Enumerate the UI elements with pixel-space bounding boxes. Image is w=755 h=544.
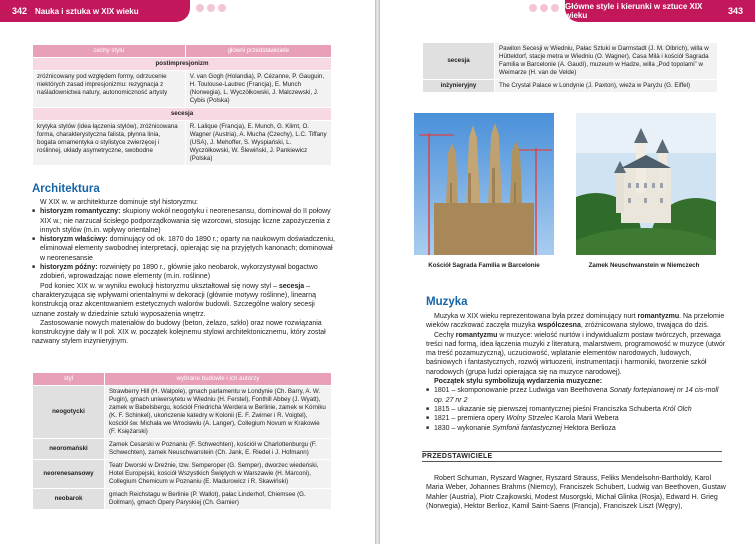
buildings-table (32, 372, 332, 510)
paragraph: Cechy romantyzmu w muzyce: wielość nurtów i indywidualizm postaw twórczych, przewaga treści nad formą, idea łączenia muzyki z literaturą, malarstwem, programowość w muzyce (utwór ma treść pozamuzyczną), uczuciowość, wplatanie elementów narodowych, ludowych, baśniowych i fantastycznych, rozwój wirtuozerii, instrumentacji i harmoniki, tworzenie szkół narodowych (grupa ludzi opierająca się na muzyce narodowej). (426, 331, 726, 376)
paragraph: Pod koniec XIX w. w wyniku ewolucji historyzmu ukształtował się nowy styl – secesja – charakteryzująca się wpływami orientalnymi w dekoracji (głównie motywy roślinne), linearną konstrukcją oraz akcentowaniem estetycznych walorów budowli. Szczególne walory secesji uznane zostały w dziedzinie sztuki wyposażenia wnętrz. (32, 282, 316, 318)
architecture-text (32, 198, 337, 347)
table-cell: Zamek Cesarski w Poznaniu (F. Schwechten), kościół w Charlottenburgu (F. Schwechten), zamek Neuschwanstein (Ch. Jank, E. Riedel i J. Hofmann) (105, 439, 332, 460)
table-cell: R. Lalique (Francja), E. Munch, G. Klimt, O. Wagner (Austria), A. Mucha (Czechy), L.C. Tiffany (USA), J. Mehoffer, S. Wyspiański, L. Wyczółkowski, W. Ślewiński, J. Pankiewicz (Polska) (185, 121, 331, 166)
decor-dot (540, 4, 548, 12)
style-label: secesja (423, 43, 495, 80)
left-page-title: Nauka i sztuka w XIX wieku (35, 6, 139, 16)
table-cell: Teatr Dworski w Dreźnie, tzw. Semperoper (G. Semper), dworzec wiedeński, Hotel Europejski, kościół Wszystkich Świętych w Warszawie (H. Marconi), Collegium Chemicum w Poznaniu (E. Madurowicz i R. Skawiński) (105, 460, 332, 489)
list-item: ■ historyzm właściwy: dominujący od ok. 1870 do 1890 r.; oparty na naukowym doświadczeniu, eliminował elementy swobodnej interpretacji, opierając się na przyjętych kanonach; dominował w neorenesansie (32, 235, 337, 263)
paragraph: Początek stylu symbolizują wydarzenia muzyczne: (434, 378, 603, 386)
table-cell: V. van Gogh (Holandia), P. Cézanne, P. Gauguin, H. Toulouse-Lautrec (Francja), E. Munch (Norwegia), L. Wyczółkowski, J. Malczewski, J. Cybis (Polska) (185, 71, 331, 108)
decor-dot (218, 4, 226, 12)
paragraph: Muzyka w XIX wieku reprezentowana była przez dominujący nurt romantyzmu. Na przełomie wieków raczkować zaczęła muzyka wspólczesna, zróżnicowana stylowo, trwająca do dziś. (426, 313, 725, 330)
section-label: postimpresjonizm (33, 58, 332, 71)
style-label: neorenesansowy (33, 460, 105, 489)
decor-dot (529, 4, 537, 12)
section-label: secesja (33, 108, 332, 121)
left-page (0, 0, 375, 544)
decor-dot (207, 4, 215, 12)
music-text (426, 312, 726, 433)
styles-table (32, 44, 332, 166)
table-row (33, 439, 332, 460)
style-label: neobarok (33, 489, 105, 510)
table-row (33, 121, 332, 166)
table-row (33, 71, 332, 108)
photo-caption: Kościół Sagrada Familia w Barcelonie (428, 262, 540, 269)
table-row (423, 80, 718, 93)
left-page-header (0, 0, 190, 22)
paragraph: Robert Schuman, Ryszard Wagner, Ryszard Strauss, Feliks Mendelsohn-Bartholdy, Karol Maria Weber, Johannes Brahms (Niemcy), Franciszek Schubert, Ludwig van Beethoven, Gustaw Mahler (Austria), Piotr Czajkowski, Modest Musorgski, Michał Glinka (Rosja), Edward H. Grieg (Norwegia), Hektor Berlioz, Kamil Saint-Saens (Francja), Franciszek Liszt (Węgry), (426, 475, 726, 510)
music-heading: Muzyka (426, 296, 468, 308)
table-row (423, 43, 718, 80)
table-cell: krytyka stylów (idea łączenia stylów), zróżnicowana forma, charakterystyczna falista, płynna linia, bogata ornamentyka o stylistyce zwierzęcej i roślinnej, układy asymetryczne, swobodne (33, 121, 186, 166)
table-cell: The Crystal Palace w Londynie (J. Paxton), wieża w Paryżu (G. Eiffel) (495, 80, 718, 93)
table-cell: Pawilon Secesji w Wiedniu, Pałac Sztuki w Darmstadt (J. M. Olbrich), willa w Hütteldorf, stacje metra w Wiedniu (O. Wagner), Casa Milà i kościół Sagrada Familia w Barcelonie (A. Gaudí), muzeum w Hadze, willa „Pod topolami” w Weimarze (H. van de Velde) (495, 43, 718, 80)
architecture-heading: Architektura (32, 183, 100, 195)
historyzm-list (32, 207, 337, 281)
table-header: styl (33, 373, 105, 386)
table-header: cechy stylu (33, 45, 186, 58)
table-row (33, 489, 332, 510)
list-item: ■ historyzm późny: rozwinięty po 1890 r., głównie jako neobarok, wykorzystywał bogactwo zdobień, wprowadzając nowe elementy (m.in. roślinne) (32, 263, 337, 282)
buildings-table-continued (422, 42, 718, 93)
list-item: ■ 1815 – ukazanie się pierwszej romantycznej pieśni Franciszka Schuberta Król Olch (426, 405, 726, 414)
list-item: ■ historyzm romantyczny: skupiony wokół neogotyku i neorenesansu, dominował do II połowy XIX w.; nie narzucał ścisłego podporządkowania się wzorcowi, stosując liczne zapożyczenia z innych stylów (m.in. wpływy orientalne) (32, 207, 337, 235)
table-cell: Strawberry Hill (H. Walpole), gmach parlamentu w Londynie (Ch. Barry, A. W. Pugin), gmach uniwersytetu w Wiedniu (H. Ferstel), Fonthill Abbey (J. Wyatt), zamek w Babelsbergu, kościół Friedricha Werdera w Berlinie, zamek w Kórniku (K. F. Schinkel), ukończenie katedry w Kolonii (E. F. Zwirner i R. Voigtel), kościół św. Michała we Wrocławiu (A. Langer), Collegium Novum w Krakowie (F. Księżarski) (105, 386, 332, 439)
list-item: ■ 1830 – wykonanie Symfonii fantastycznej Hektora Berlioza (426, 424, 726, 433)
right-page (380, 0, 755, 544)
neuschwanstein-photo (576, 113, 716, 255)
decor-dot (196, 4, 204, 12)
events-list (426, 386, 726, 432)
right-page-title: Główne style i kierunki w sztuce XIX wieku (565, 2, 703, 20)
decor-dot (551, 4, 559, 12)
left-page-number: 342 (12, 6, 28, 16)
representatives-label: PRZEDSTAWICIELE (422, 451, 722, 462)
style-label: neoromański (33, 439, 105, 460)
table-header: wybrane budowle i ich autorzy (105, 373, 332, 386)
header-decoration-left (196, 4, 226, 12)
list-item: ■ 1821 – premiera opery Wolny Strzelec Karola Marii Webera (426, 414, 726, 423)
table-header: główni przedstawiciele (185, 45, 331, 58)
right-page-number: 343 (727, 6, 743, 16)
right-page-header (565, 0, 755, 22)
table-row (33, 386, 332, 439)
photo-caption: Zamek Neuschwanstein w Niemczech (588, 262, 700, 269)
header-decoration-right (529, 4, 559, 12)
sagrada-familia-photo (414, 113, 554, 255)
paragraph: Zastosowanie nowych materiałów do budowy (beton, żelazo, szkło) oraz nowe rozwiązania konstrukcyjne dały w II poł. XIX w. początek kolejnemu stylowi architektonicznemu, który został nazwany stylem inżynieryjnym. (32, 319, 326, 346)
style-label: neogotycki (33, 386, 105, 439)
list-item: ■ 1801 – skomponowanie przez Ludwiga van Beethovena Sonaty fortepianowej nr 14 cis-moll op. 27 nr 2 (426, 386, 726, 405)
representatives-text (426, 474, 726, 511)
paragraph: W XIX w. w architekturze dominuje styl historyzmu: (40, 199, 198, 206)
table-cell: zróżnicowany pod względem formy, odrzucenie niektórych zasad impresjonizmu: rezygnacja z naśladownictwa natury, autonomiczność artysty (33, 71, 186, 108)
table-row (33, 460, 332, 489)
style-label: inżynieryjny (423, 80, 495, 93)
table-cell: gmach Reichstagu w Berlinie (P. Wallot), pałac Linderhof, Chiemsee (G. Dollman), gmach Opery Paryskiej (Ch. Garnier) (105, 489, 332, 510)
